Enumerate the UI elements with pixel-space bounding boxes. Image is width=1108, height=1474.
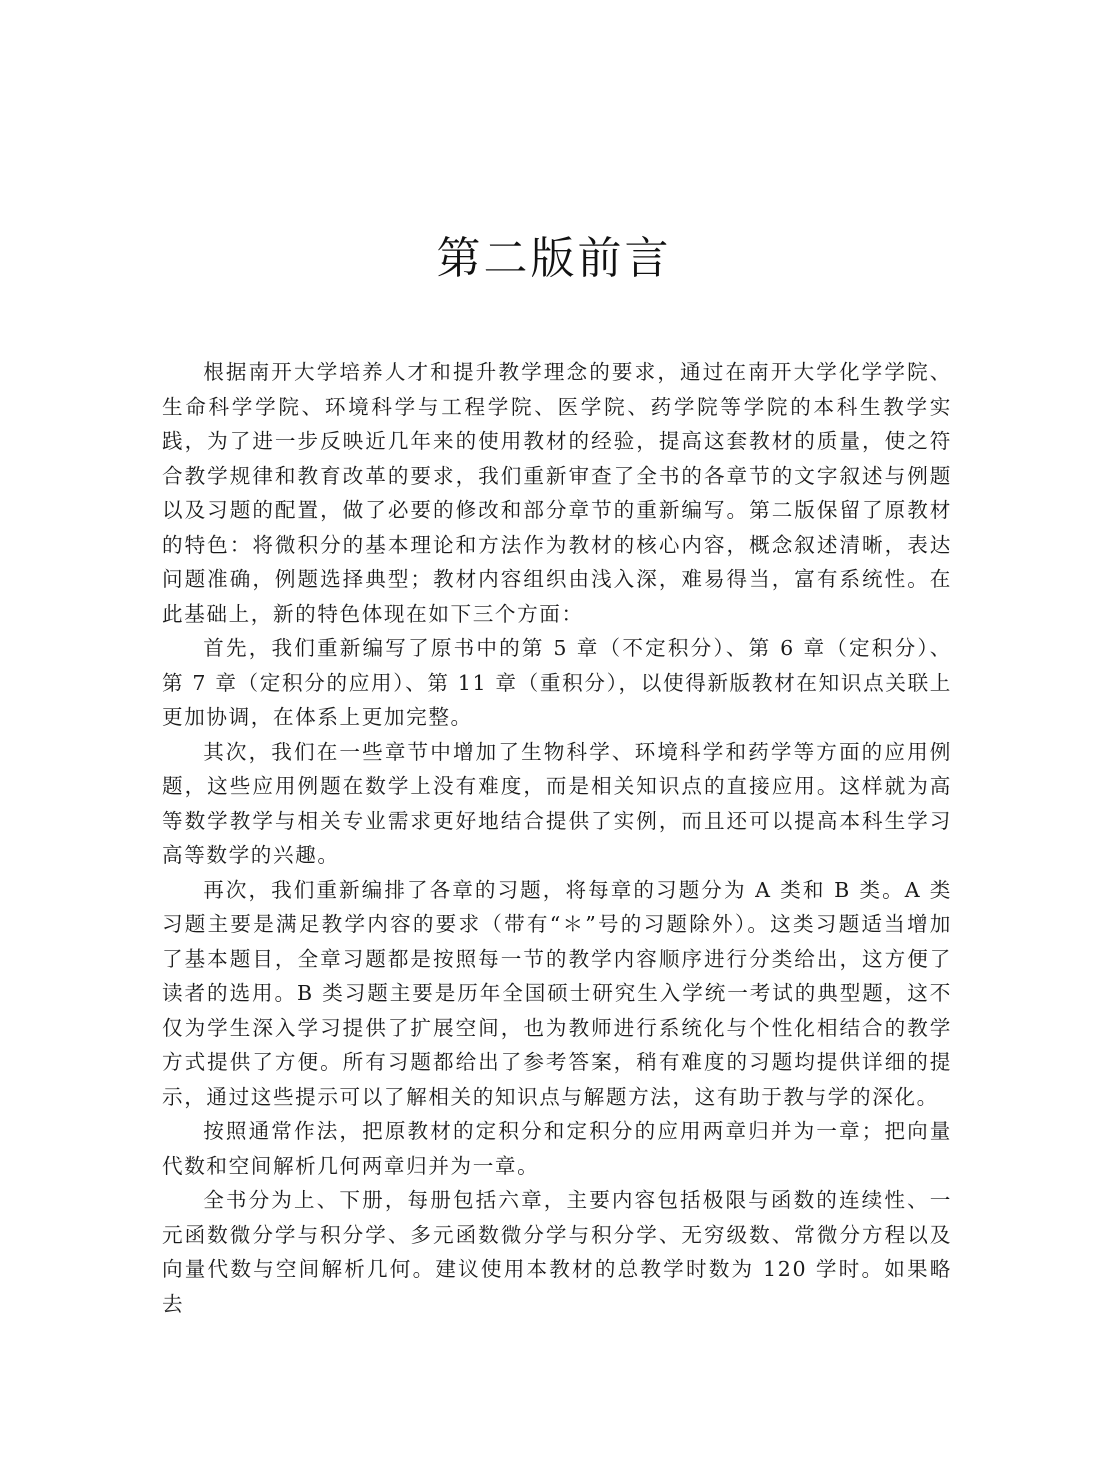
paragraph-third: 再次，我们重新编排了各章的习题，将每章的习题分为 A 类和 B 类。A 类习题主要是满足教学内容的要求（带有“＊”号的习题除外）。这类习题适当增加了基本题目，全章习题都是按照每一节的教学内容顺序进行分类给出，这方便了读者的选用。B 类习题主要是历年全国硕士研究生入学统一考试的典型题，这不仅为学生深入学习提供了扩展空间，也为教师进行系统化与个性化相结合的教学方式提供了方便。所有习题都给出了参考答案，稍有难度的习题均提供详细的提示，通过这些提示可以了解相关的知识点与解题方法，这有助于教与学的深化。 (162, 877, 952, 1109)
paragraph-second: 其次，我们在一些章节中增加了生物科学、环境科学和药学等方面的应用例题，这些应用例题在数学上没有难度，而是相关知识点的直接应用。这样就为高等数学教学与相关专业需求更好地结合提供了实例，而且还可以提高本科生学习高等数学的兴趣。 (162, 739, 952, 867)
body-text (162, 355, 952, 1321)
paragraph-contents: 全书分为上、下册，每册包括六章，主要内容包括极限与函数的连续性、一元函数微分学与积分学、多元函数微分学与积分学、无穷级数、常微分方程以及向量代数与空间解析几何。建议使用本教材的总教学时数为 120 学时。如果略去 (162, 1188, 952, 1316)
page-title: 第二版前言 (436, 233, 672, 284)
paragraph-first: 首先，我们重新编写了原书中的第 5 章（不定积分）、第 6 章（定积分）、第 7 章（定积分的应用）、第 11 章（重积分），以使得新版教材在知识点关联上更加协调，在体系上更加完整。 (162, 636, 952, 729)
paragraph-merge: 按照通常作法，把原教材的定积分和定积分的应用两章归并为一章；把向量代数和空间解析几何两章归并为一章。 (162, 1119, 952, 1178)
paragraph-intro: 根据南开大学培养人才和提升教学理念的要求，通过在南开大学化学学院、生命科学学院、环境科学与工程学院、医学院、药学院等学院的本科生教学实践，为了进一步反映近几年来的使用教材的经验，提高这套教材的质量，使之符合教学规律和教育改革的要求，我们重新审查了全书的各章节的文字叙述与例题以及习题的配置，做了必要的修改和部分章节的重新编写。第二版保留了原教材的特色：将微积分的基本理论和方法作为教材的核心内容，概念叙述清晰，表达问题准确，例题选择典型；教材内容组织由浅入深，难易得当，富有系统性。在此基础上，新的特色体现在如下三个方面： (162, 360, 952, 626)
